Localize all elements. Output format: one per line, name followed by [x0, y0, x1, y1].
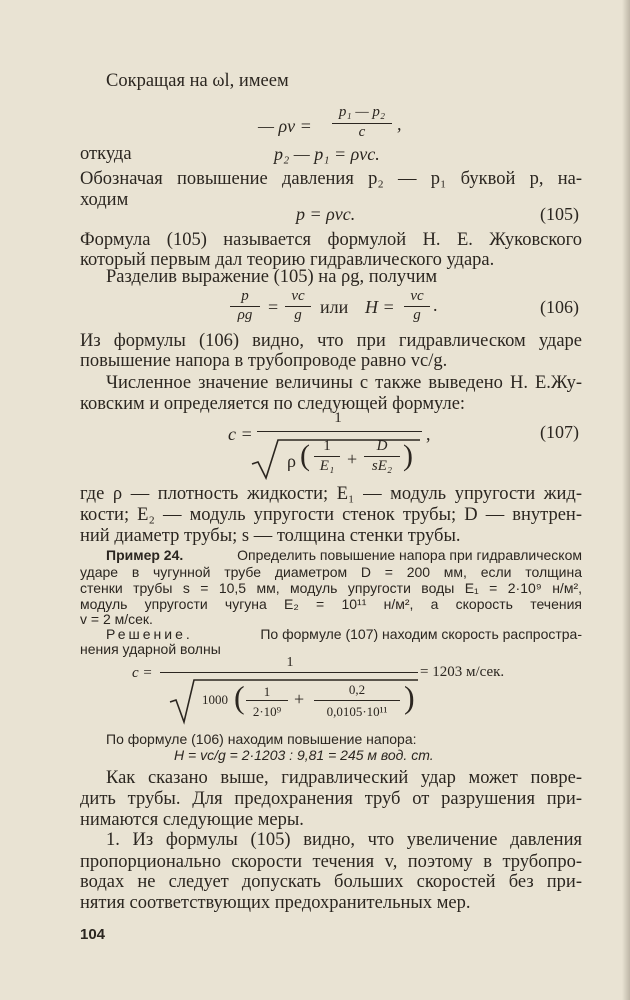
solution-line: По формуле (106) находим повышение напора: [106, 731, 417, 747]
text-line: водах не следует допускать больших скоростей без при- [80, 872, 582, 892]
equation-1-denominator: c [358, 124, 366, 140]
fraction-bar [246, 700, 288, 701]
text-line: Как сказано выше, гидравлический удар может повре- [106, 768, 582, 788]
text-line: кости; E₂ — модуль упругости стенок трубы; D — внутрен- [80, 505, 582, 525]
solution-line: H = vc/g = 2·1203 : 9,81 = 245 м вод. ст. [174, 747, 434, 763]
fraction-bar [160, 672, 418, 673]
fraction-bar [314, 700, 400, 701]
equation-2: p₂ — p₁ = ρvc. [274, 144, 380, 164]
example-text: Определить повышение напора при гидравлическом [237, 547, 582, 563]
text-line: ходим [80, 190, 129, 210]
calc-result: = 1203 м/сек. [420, 664, 505, 680]
calc-c: c = [132, 665, 153, 681]
eq106-num-3: vc [410, 288, 424, 304]
equation-number: (107) [540, 422, 579, 442]
page-edge-shadow [622, 0, 630, 1000]
eq106-den-2: g [294, 307, 302, 323]
equation-1-lhs: — ρv = [258, 116, 312, 136]
solution-line: нения ударной волны [80, 641, 221, 657]
paren-open: ( [300, 439, 310, 472]
example-line: ударе в чугунной трубе диаметром D = 200 мм, если толщина [80, 564, 582, 580]
eq106-or: или [320, 297, 349, 317]
calc-coefficient: 1000 [202, 692, 228, 707]
eq107-plus: + [347, 449, 358, 469]
eq106-num-1: p [241, 288, 249, 304]
example-first-line [106, 547, 582, 564]
eq107-one: 1 [334, 410, 342, 426]
paren-close: ) [403, 439, 413, 472]
equation-105: p = ρvc. [296, 204, 356, 224]
text-line: повышение напора в трубопроводе равно vc/g. [80, 351, 448, 371]
text-line: 1. Из формулы (105) видно, что увеличение давления [106, 830, 582, 850]
paren-close: ) [404, 679, 415, 715]
text-line: Обозначая повышение давления p₂ — p₁ буквой p, на- [80, 169, 582, 189]
eq106-den-3: g [413, 307, 421, 323]
equation-number: (105) [540, 204, 579, 224]
text-line: который первым дал теорию гидравлического удара. [80, 250, 495, 270]
eq107-rho: ρ [287, 451, 296, 471]
eq107-c: c = [228, 424, 253, 444]
paren-open: ( [234, 679, 245, 715]
example-line: модуль упругости чугуна E₂ = 10¹¹ н/м², а скорость течения [80, 596, 582, 612]
eq107-a-num: 1 [323, 438, 331, 454]
example-line: v = 2 м/сек. [80, 611, 153, 627]
example-line: стенки трубы s = 10,5 мм, модуль упругости воды E₁ = 2·10⁹ н/м², [80, 580, 582, 596]
fraction-bar [364, 456, 400, 457]
page-number: 104 [80, 926, 106, 943]
text-line: откуда [80, 144, 132, 164]
calc-b-num: 0,2 [348, 682, 366, 697]
eq106-num-2: vc [291, 288, 305, 304]
eq106-dot: . [433, 295, 438, 315]
eq107-b-den: sE₂ [371, 458, 393, 474]
eq107-b-num: D [376, 438, 388, 454]
fraction-bar [257, 431, 422, 432]
text-line: Сокращая на ωl, имеем [106, 71, 289, 91]
equation-1-numerator: p₁ — p₂ [338, 104, 386, 120]
text-line: Формула (105) называется формулой Н. Е. Жуковского [80, 230, 582, 250]
example-label: Пример 24. [106, 547, 184, 563]
eq106-equals: = [268, 297, 279, 317]
eq106-h: H = [365, 297, 395, 317]
calc-one: 1 [286, 655, 294, 670]
text-line: ковским и определяется по следующей формуле: [80, 394, 466, 414]
calc-plus: + [294, 689, 305, 709]
text-line: Численное значение величины c также выведено Н. Е.Жу- [106, 373, 582, 393]
text-line: Из формулы (106) видно, что при гидравлическом ударе [80, 331, 582, 351]
eq107-comma: , [426, 424, 431, 444]
calc-a-num: 1 [263, 684, 271, 699]
text-line: пропорционально скорости течения v, поэтому в трубопро- [80, 852, 582, 872]
text-line: дить трубы. Для предохранения труб от разрушения при- [80, 789, 582, 809]
fraction-bar [314, 456, 340, 457]
solution-text: По формуле (107) находим скорость распростра- [260, 626, 582, 642]
eq106-den-1: ρg [237, 307, 253, 323]
solution-label: Решение. [106, 626, 193, 642]
text-line: Разделив выражение (105) на ρg, получим [106, 267, 438, 287]
calc-b-den: 0,0105·10¹¹ [326, 704, 388, 719]
text-line: где ρ — плотность жидкости; E₁ — модуль упругости жид- [80, 484, 582, 504]
equation-number: (106) [540, 297, 579, 317]
text-line: нимаются следующие меры. [80, 810, 304, 830]
text-line: ний диаметр трубы; s — толщина стенки трубы. [80, 526, 461, 546]
calc-a-den: 2·10⁹ [252, 704, 282, 719]
text-line: нятия соответствующих предохранительных мер. [80, 893, 471, 913]
equation-1-comma: , [397, 114, 402, 134]
eq107-a-den: E₁ [319, 458, 335, 474]
